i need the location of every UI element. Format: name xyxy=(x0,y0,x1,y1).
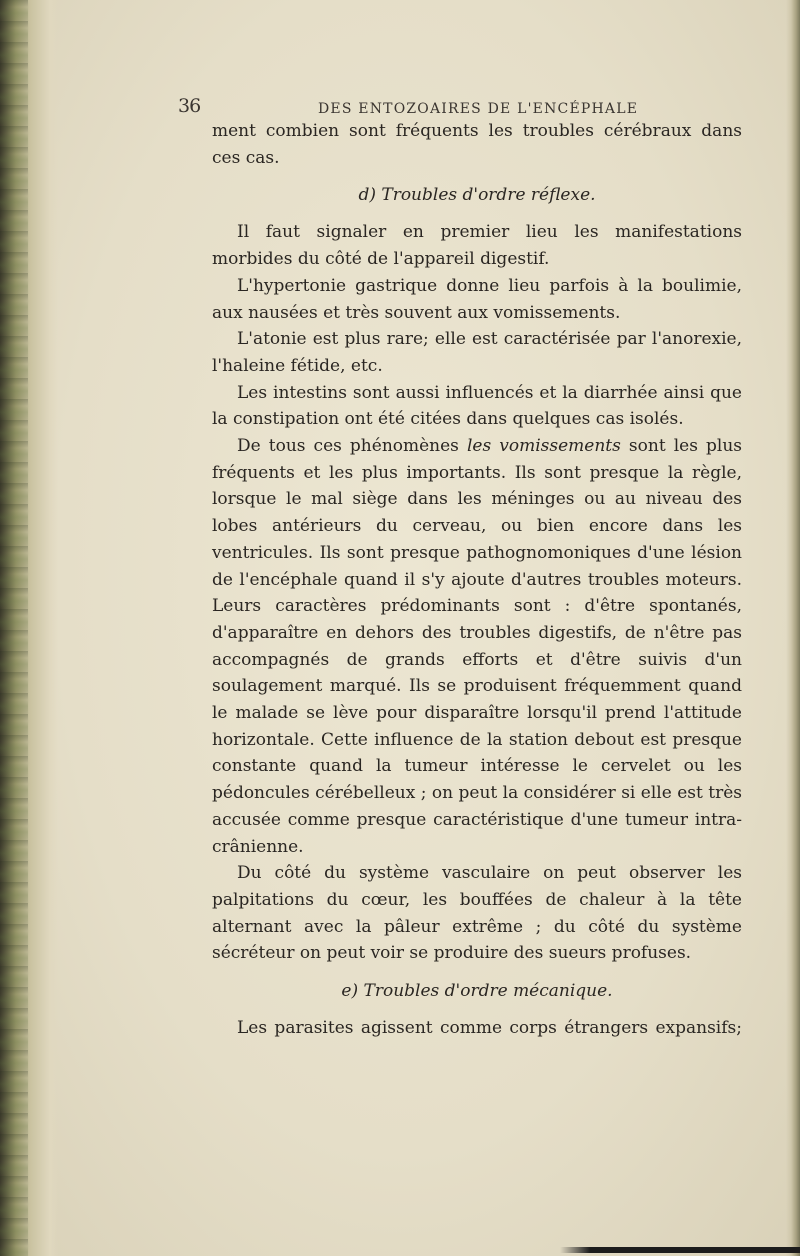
section-heading-e xyxy=(212,967,742,1015)
section-title: Troubles d'ordre mécanique. xyxy=(363,981,613,1002)
running-head: DES ENTOZOAIRES DE L'ENCÉPHALE xyxy=(318,101,639,117)
paragraph: Du côté du système vasculaire on peut observer les palpitations du cœur, les bouffées de chaleur à la tête alternant avec la pâleur extrême ; du côté du système sécréteur on peut voir se produire des sueurs profuses. xyxy=(212,863,742,964)
page-number: 36 xyxy=(178,95,201,117)
paragraph: Les intestins sont aussi influencés et la diarrhée ainsi que la constipation ont été citées dans quelques cas isolés. xyxy=(212,382,742,430)
paragraph-continued: ment combien sont fréquents les troubles cérébraux dans ces cas. xyxy=(212,121,742,168)
paragraph: L'hypertonie gastrique donne lieu parfois à la boulimie, aux nausées et très souvent aux vomissements. xyxy=(212,275,742,323)
paragraph: L'atonie est plus rare; elle est caractérisée par l'anorexie, l'haleine fétide, etc. xyxy=(212,329,742,376)
section-title: Troubles d'ordre réflexe. xyxy=(381,185,596,206)
text-run: De tous ces phénomènes xyxy=(237,436,459,457)
section-letter: e) xyxy=(341,981,359,1002)
italic-text-run: les vomissements xyxy=(466,436,621,457)
paragraph: Il faut signaler en premier lieu les manifestations morbides du côté de l'appareil digestif. xyxy=(212,222,742,270)
section-letter: d) xyxy=(358,185,376,206)
section-heading-d xyxy=(212,171,742,219)
text-run: sont les plus fréquents et les plus importants. Ils sont presque la règle, lorsque le mal siège dans les méninges ou au niveau des lobes antérieurs du cerveau, ou bien encore dans les ventricules. Ils sont presque pathognomoniques d'une lésion de l'encéphale quand il s'y ajoute d'autres troubles moteurs. Leurs caractères prédominants sont : d'être spontanés, d'apparaître en dehors des troubles digestifs, de n'être pas accompagnés de grands efforts et d'être suivis d'un soulagement marqué. Ils se produisent fréquemment quand le malade se lève pour disparaître lorsqu'il prend l'attitude horizontale. Cette influence de la station debout est presque constante quand la tumeur intéresse le cervelet ou les pédoncules cérébelleux ; on peut la considérer si elle est très accusée comme presque caractéristique d'une tumeur intra-crânienne. xyxy=(212,436,742,857)
body-text xyxy=(212,118,742,1042)
paragraph: Les parasites agissent comme corps étrangers expansifs; xyxy=(237,1018,742,1039)
paragraph xyxy=(212,433,742,860)
